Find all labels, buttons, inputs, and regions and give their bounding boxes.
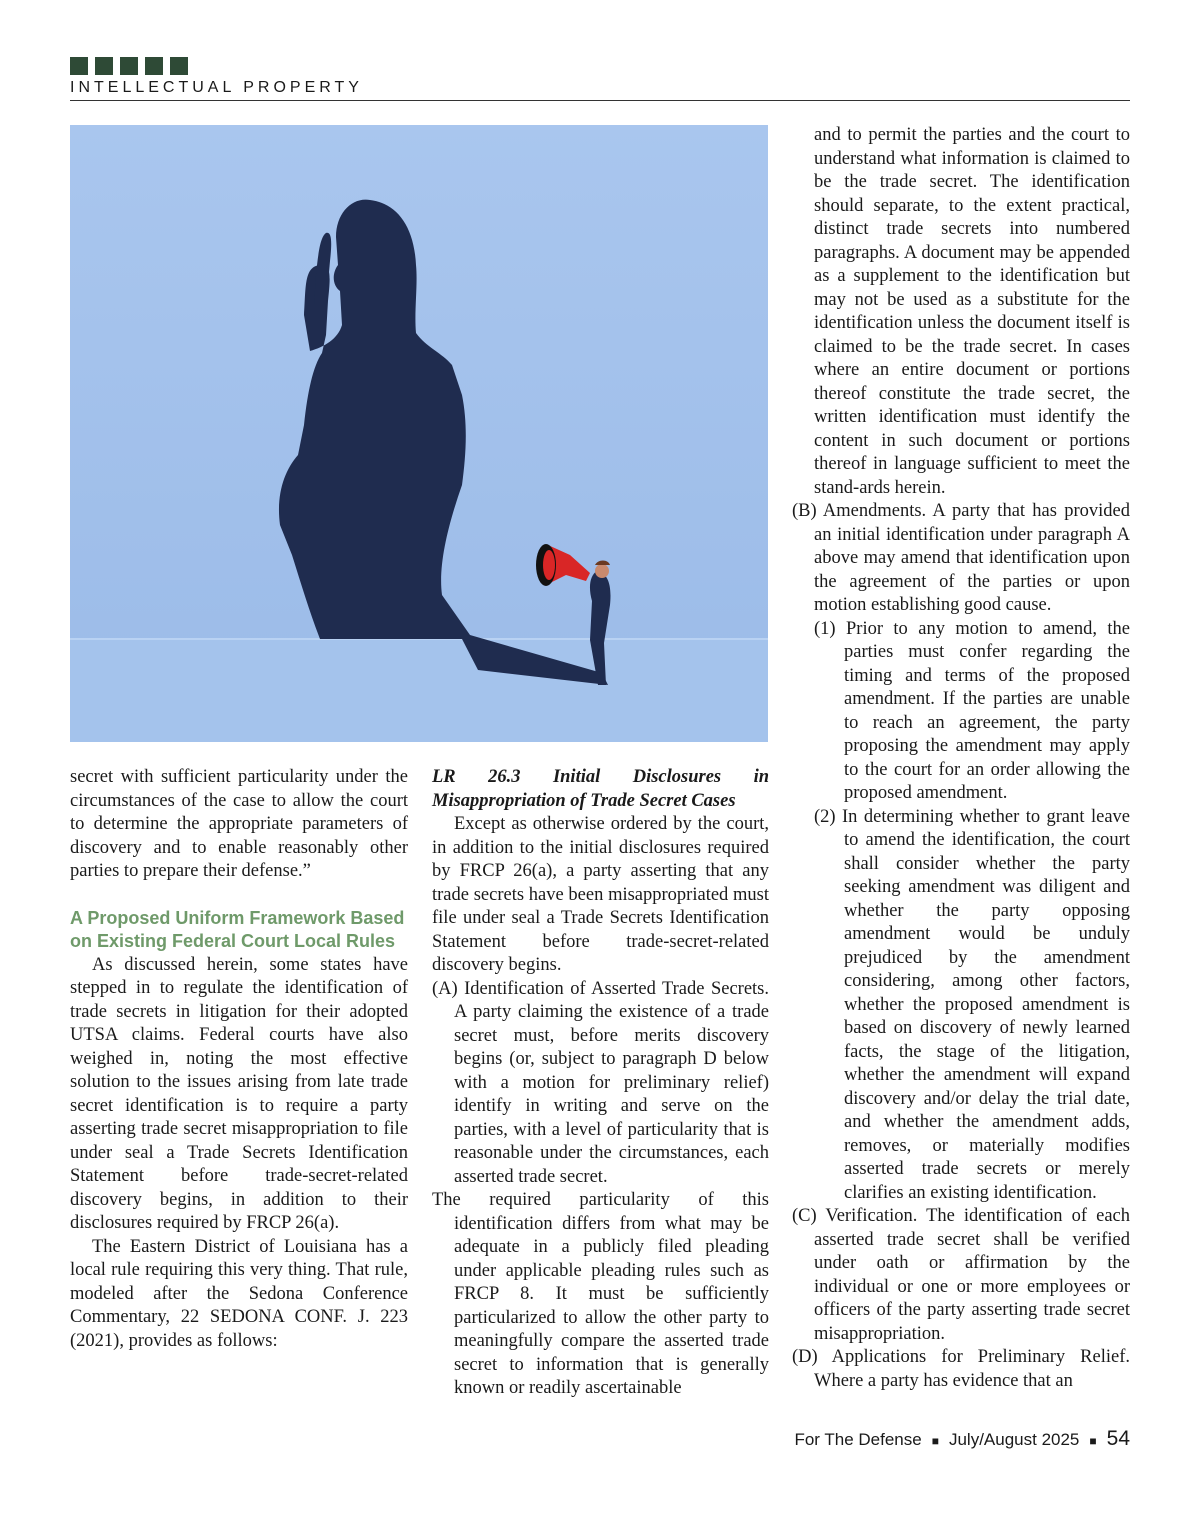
marker-square	[120, 57, 138, 75]
separator-square-icon: ■	[1089, 1434, 1097, 1448]
publication-name: For The Defense	[794, 1430, 922, 1449]
illustration	[70, 125, 768, 742]
list-item: (1) Prior to any motion to amend, the parties must confer regarding the timing and terms of the proposed amendment. If the parties are unable to reach an agreement, the party proposing the amendment may apply to the court for an order allowing the proposed amendment.	[814, 618, 1130, 803]
marker-square	[70, 57, 88, 75]
separator-square-icon: ■	[931, 1434, 939, 1448]
paragraph: secret with sufficient particularity under the circumstances of the case to allow the court to determine the appropriate parameters of discovery and to enable reasonably other parties to prepare their defense.”	[70, 767, 408, 881]
list-item: (A) Identification of Asserted Trade Secrets. A party claiming the existence of a trade secret must, before merits discovery begins (or, subject to paragraph D below with a motion for preliminary relief) identify in writing and serve on the parties, with a level of particularity that is reasonable under the circumstances, each asserted trade secret.	[432, 978, 769, 1187]
paragraph: The required particularity of this identification differs from what may be adequate in a publicly filed pleading under applicable pleading rules such as FRCP 8. It must be sufficiently particularized to allow the other party to meaningfully compare the asserted trade secret to information that is generally known or readily ascertainable	[432, 1190, 769, 1398]
paragraph: The Eastern District of Louisiana has a local rule requiring this very thing. That rule, modeled after the Sedona Conference Commentary, 22 SEDONA CONF. J. 223 (2021), provides as follows:	[70, 1236, 408, 1351]
list-item: (D) Applications for Preliminary Relief. Where a party has evidence that an	[792, 1347, 1130, 1391]
paragraph: Except as otherwise ordered by the court, in addition to the initial disclosures required by FRCP 26(a), a party asserting that any trade secrets have been misappropriated must file under seal a Trade Secrets Identification Statement before trade-secret-related discovery begins.	[432, 814, 769, 975]
section-label: INTELLECTUAL PROPERTY	[70, 79, 363, 96]
issue-date: July/August 2025	[948, 1430, 1080, 1449]
marker-square	[95, 57, 113, 75]
marker-square	[170, 57, 188, 75]
list-item: (2) In determining whether to grant leave to amend the identification, the court shall consider whether the party seeking amendment was diligent and whether the party opposing amendment would be unduly prejudiced by the amendment considering, among other factors, whether the proposed amendment is based on discovery of newly learned facts, the stage of the litigation, whether the amendment will expand discovery and/or delay the trial date, and whether the amendment adds, removes, or materially modifies asserted trade secrets or merely clarifies an existing identification.	[814, 806, 1130, 1203]
list-item: (B) Amendments. A party that has provided an initial identification under paragraph A above may amend that identification upon the agreement of the parties or upon motion establishing good cause.	[792, 501, 1130, 615]
section-marker-squares	[70, 57, 188, 75]
section-heading: A Proposed Uniform Framework Based on Existing Federal Court Local Rules	[70, 907, 405, 951]
list-item: (C) Verification. The identification of each asserted trade secret shall be verified under oath or affirmation by the individual or one or more employees or officers of the party asserting trade secret misappropriation.	[792, 1206, 1130, 1344]
paragraph: and to permit the parties and the court to understand what information is claimed to be the trade secret. The identification should separate, to the extent practical, distinct trade secrets into numbered paragraphs. A document may be appended as a supplement to the identification but may not be used as a substitute for the identification unless the document itself is claimed to be the trade secret. In cases where an entire document or portions thereof constitute the trade secret, the written identification must identify the content in such document or portions thereof in language sufficient to meet the stand-ards herein.	[814, 125, 1130, 498]
column-3	[792, 124, 1130, 1393]
column-2	[432, 766, 769, 1401]
marker-square	[145, 57, 163, 75]
column-1	[70, 766, 408, 1353]
rule-subheading: LR 26.3 Initial Disclosures in Misappropriation of Trade Secret Cases	[432, 767, 769, 811]
header-rule	[70, 100, 1130, 101]
paragraph: As discussed herein, some states have stepped in to regulate the identification of trade secrets in litigation for their adopted UTSA claims. Federal courts have also weighed in, noting the most effective solution to the issues arising from late trade secret identification is to require a party asserting trade secret misappropriation to file under seal a Trade Secrets Identification Statement before trade-secret-related discovery begins, in addition to their disclosures required by FRCP 26(a).	[70, 954, 408, 1233]
page-footer	[794, 1427, 1130, 1451]
page-number: 54	[1106, 1427, 1130, 1450]
